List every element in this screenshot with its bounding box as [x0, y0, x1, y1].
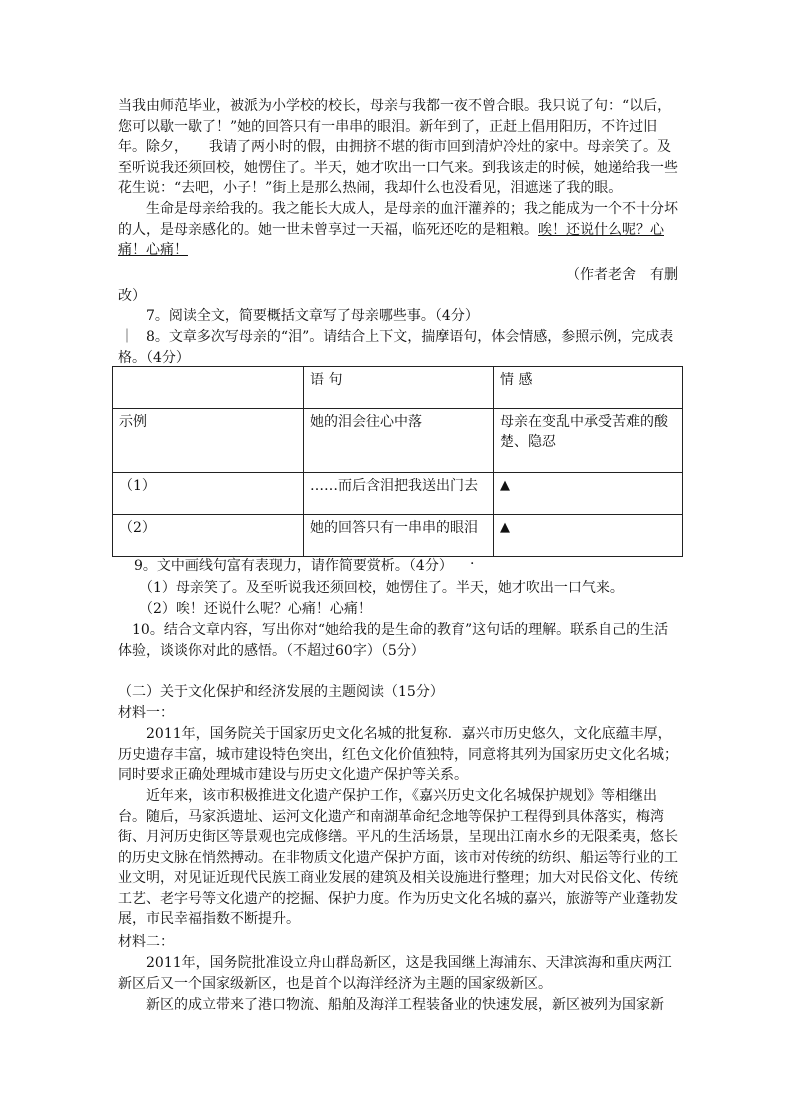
- table-row: [113, 515, 683, 557]
- section-2-title: （二）关于文化保护和经济发展的主题阅读（15分）: [118, 684, 444, 700]
- underlined-sentence-2: 唉！还说什么呢？心痛！心痛！: [118, 221, 664, 258]
- table-cell: ……而后含泪把我送出门去: [304, 473, 494, 515]
- passage-paragraph-1: 当我由师范毕业，被派为小学校的校长，母亲与我都一夜不曾合眼。我只说了句：“以后，您可以歇一歇了！”她的回答只有一串串的眼泪。新年到了，正赶上倡用阳历，不许过旧年。除夕， 我请了两小时的假，由拥挤不堪的街市回到清炉冷灶的家中。母亲笑了。及至听说我还须回校，她愣住了。半天，她才吹出一口气来。到我该走的时候，她递给我一些花生说：“去吧，小子！”街上是那么热闹，我却什么也没看见，泪遮迷了我的眼。: [118, 98, 678, 196]
- answer-blank-triangle: ▲: [494, 473, 683, 515]
- passage-paragraph-2-text: 生命是母亲给我的。我之能长大成人，是母亲的血汗灌养的；我之能成为一个不十分坏的人，是母亲感化的。她一世未曾享过一天福，临死还吃的是粗粮。: [118, 201, 678, 238]
- table-row: [113, 473, 683, 515]
- table-cell: （1）: [113, 473, 304, 515]
- material-1-paragraph-2: 近年来，该市积极推进文化遗产保护工作，《嘉兴历史文化名城保护规划》等相继出台。随后，马家浜遗址、运河文化遗产和南湖革命纪念地等保护工程得到具体落实，梅湾街、月河历史街区等景观也完成修缮。平凡的生活场景，呈现出江南水乡的无限柔夷，悠长的历史文脉在悄然搏动。在非物质文化遗产保护方面，该市对传统的纺织、船运等行业的工业文明，对见证近现代民族工商业发展的建筑及相关设施进行整理；加大对民俗文化、传统工艺、老字号等文化遗产的挖掘、保护力度。作为历史文化名城的嘉兴，旅游等产业蓬勃发展，市民幸福指数不断提升。: [118, 788, 678, 927]
- question-7: 7。阅读全文，简要概括文章写了母亲哪些事。（4分）: [146, 308, 479, 324]
- table-cell: 母亲在变乱中承受苦难的酸楚、隐忍: [494, 409, 683, 473]
- question-8: 8。文章多次写母亲的“泪”。请结合上下文，揣摩语句，体会情感，参照示例，完成表格。（4分）: [118, 329, 674, 366]
- author-attribution: （作者老舍 有删: [566, 267, 678, 283]
- table-cell: 她的回答只有一串串的眼泪: [304, 515, 494, 557]
- table-header-cell: 语 句: [304, 367, 494, 409]
- author-attribution-cont: 改）: [118, 288, 146, 304]
- table-cell: 她的泪会往心中落: [304, 409, 494, 473]
- question-9-item-2: （2）唉！还说什么呢？心痛！心痛！: [139, 601, 372, 617]
- stray-dot: ·: [470, 556, 475, 572]
- question-9: 9。文中画线句富有表现力，请作简要赏析。（4分）: [134, 558, 453, 574]
- answer-blank-triangle: ▲: [494, 515, 683, 557]
- table-cell: 示例: [113, 409, 304, 473]
- table-cell: （2）: [113, 515, 304, 557]
- material-2-paragraph-2: 新区的成立带来了港口物流、船舶及海洋工程装备业的快速发展，新区被列为国家新: [146, 997, 664, 1013]
- table-header-cell: 情 感: [494, 367, 683, 409]
- material-1-paragraph-1: 2011年，国务院关于国家历史文化名城的批复称．嘉兴市历史悠久，文化底蕴丰厚，历史遗存丰富，城市建设特色突出，红色文化价值独特，同意将其列为国家历史文化名城；同时要求正确处理城市建设与历史文化遗产保护等关系。: [118, 726, 678, 783]
- table-header-row: [113, 367, 683, 409]
- material-1-label: 材料一：: [118, 705, 174, 721]
- emotion-table: [112, 366, 683, 557]
- question-9-item-1: （1）母亲笑了。及至听说我还须回校，她愣住了。半天，她才吹出一口气来。: [139, 580, 624, 596]
- passage-paragraph-2: [118, 199, 678, 261]
- material-2-label: 材料二：: [118, 934, 174, 950]
- table-header-cell: [113, 367, 304, 409]
- question-10: 10。结合文章内容，写出你对“她给我的是生命的教育”这句话的理解。联系自己的生活体验，谈谈你对此的感悟。（不超过60字）（5分）: [118, 622, 669, 659]
- table-row: [113, 409, 683, 473]
- question-8-marker: ｜: [120, 329, 134, 345]
- material-2-paragraph-1: 2011年，国务院批准设立舟山群岛新区，这是我国继上海浦东、天津滨海和重庆两江新区后又一个国家级新区，也是首个以海洋经济为主题的国家级新区。: [118, 955, 672, 992]
